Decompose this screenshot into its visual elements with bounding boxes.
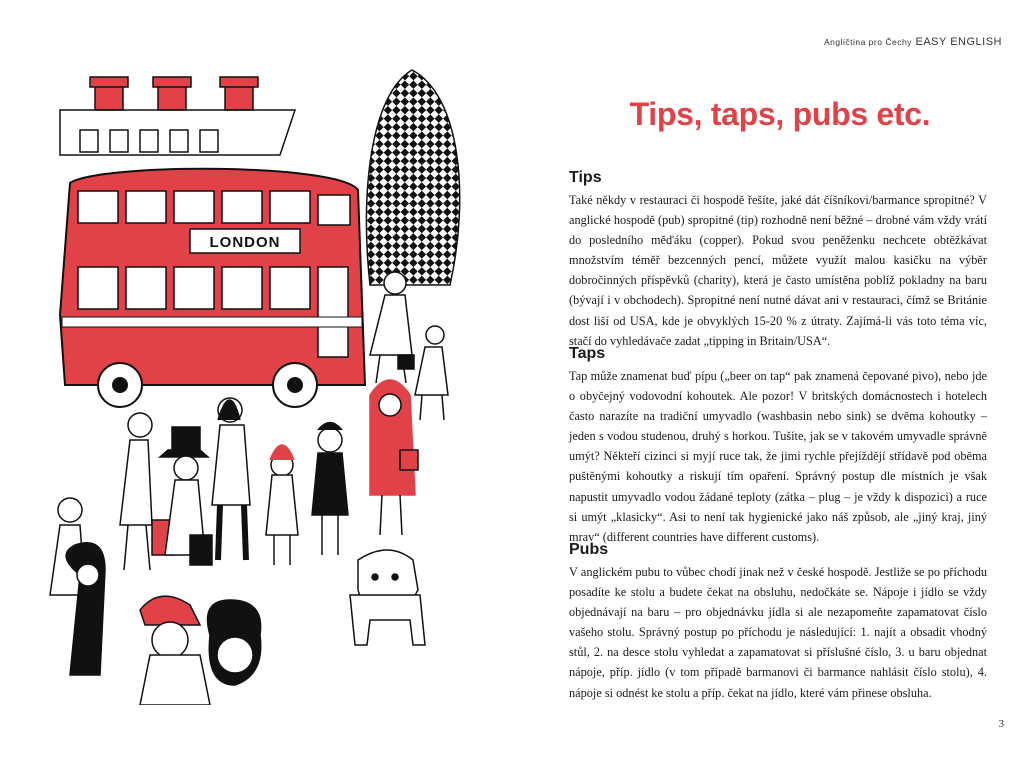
bulldog bbox=[350, 550, 425, 645]
section-pubs bbox=[569, 540, 987, 703]
bus-destination-sign: LONDON bbox=[209, 234, 281, 251]
section-body: V anglickém pubu to vůbec chodí jinak než v české hospodě. Jestliže se po příchodu posadíte ke stolu a budete čekat na obsluhu, nedočkáte se. Nápoje i jídlo se vždy objednávají na baru – pro objednávku jídla si ale nezapomeňte zapamatovat číslo vašeho stolu. Správný postup po příchodu je následující: 1. najít a obsadit vhodný stůl, 2. na desce stolu vyhledat a zapamatovat si příslušné číslo, 3. u baru objednat nápoje, příp. jídlo (v tom případě barmanovi či barmance nahlásit číslo stolu), 4. nápoje si odnést ke stolu a příp. čekat na jídlo, které vám přinese obsluha. bbox=[569, 565, 987, 700]
section-body: Tap může znamenat buď pípu („beer on tap“ pak znamená čepované pivo), nebo jde o obyčejný vodovodní kohoutek. Ale pozor! V britských domácnostech i hotelech často narazíte na tradiční umyvadlo (washbasin nebo sink) se dvěma kohoutky – jeden s vodou studenou, druhý s horkou. Tušíte, jak se v takovém umyvadle správně umýt? Někteří cizinci si myjí ruce tak, že jimi rychle přejíždějí střídavě pod oběma puštěnými kohoutky a riskují tím opaření. Správný postup dle místních je však napustit umyvadlo vodou žádané teploty (zátka – plug – je vždy k dispozici) a ruce si umýt „klasicky“. Asi to není tak hygienické jako náš způsob, ale „jiný kraj, jiný mrav“ (different countries have different customs). bbox=[569, 369, 987, 544]
section-taps bbox=[569, 344, 987, 547]
queue-of-people bbox=[50, 380, 418, 705]
header-brand: EASY ENGLISH bbox=[915, 36, 1002, 48]
page-title: Tips, taps, pubs etc. bbox=[629, 96, 931, 132]
gherkin-building bbox=[366, 70, 459, 285]
header-language-label: Angličtina pro Čechy bbox=[823, 37, 912, 47]
page-number: 3 bbox=[998, 718, 1004, 730]
building-with-chimneys bbox=[60, 77, 295, 155]
running-header bbox=[824, 36, 1002, 48]
section-heading: Taps bbox=[569, 345, 606, 362]
section-body: Také někdy v restauraci či hospodě řešíte, jaké dát číšníkovi/barmance spropitné? V anglické hospodě (pub) spropitné (tip) rozhodně není běžné – drobné vám vždy vrátí do posledního měďáku (copper). Pokud svou peněženku nechcete obtěžkávat množstvím téměř bezcenných pencí, můžete využít malou kasičku na výběr dobročinných příspěvků (charity), která je často umístěna poblíž pokladny na baru (bývají i v obchodech). Spropitné není nutné dávat ani v restauraci, čímž se Británie dost liší od USA, kde je obvyklých 15-20 % z útraty. Zajímá-li vás toto téma víc, stačí do vyhledávače zadat „tipping in Britain/USA“. bbox=[569, 193, 987, 348]
section-tips bbox=[569, 168, 987, 351]
london-street-illustration bbox=[40, 55, 560, 705]
section-heading: Pubs bbox=[569, 541, 609, 558]
section-heading: Tips bbox=[569, 169, 602, 186]
red-double-decker-bus bbox=[60, 169, 365, 407]
